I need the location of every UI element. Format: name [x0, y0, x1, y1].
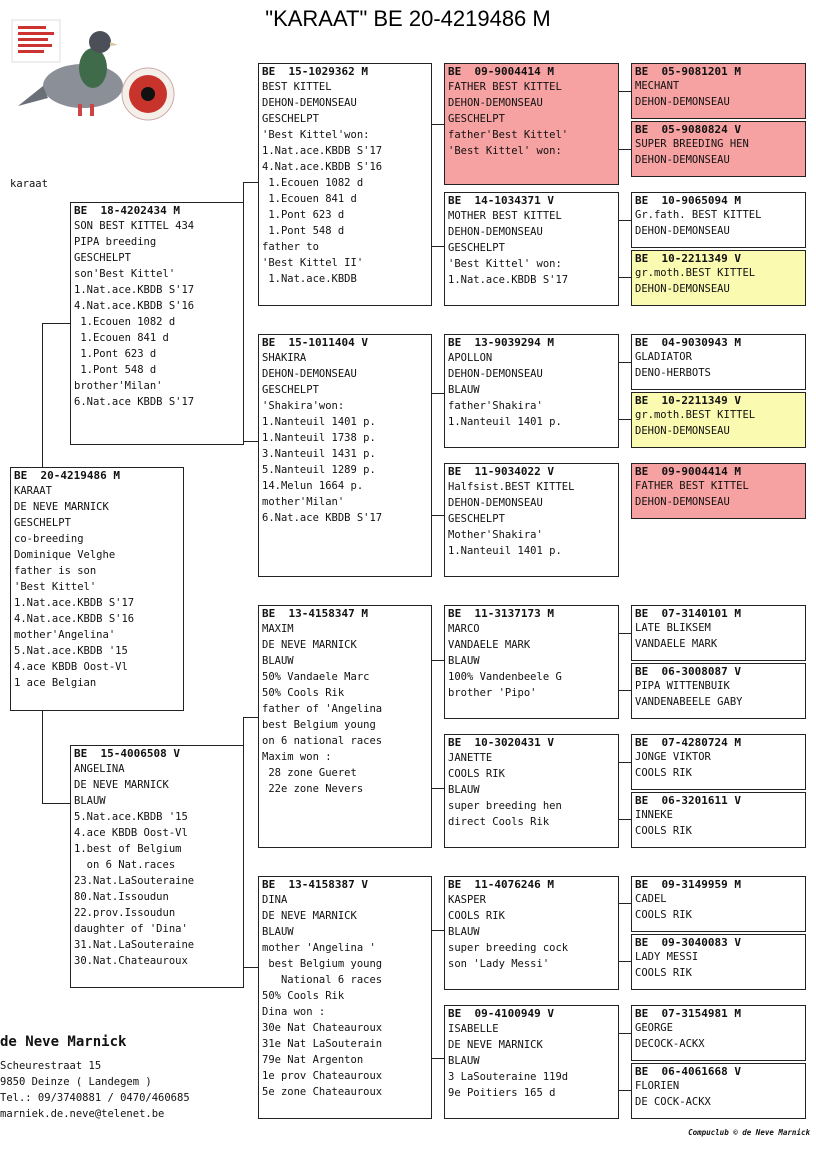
info-line: 50% Vandaele Marc — [262, 671, 370, 683]
info-line: BLAUW — [74, 795, 106, 807]
info-line: MOTHER BEST KITTEL — [448, 210, 562, 222]
info-line: Mother'Shakira' — [448, 529, 543, 541]
info-line: GESCHELPT — [262, 384, 319, 396]
info-line: 1.Nat.ace.KBDB S'17 — [448, 274, 569, 286]
info-line: COOLS RIK — [635, 966, 692, 979]
info-line: MARCO — [448, 623, 480, 635]
info-line: 1.Nanteuil 1401 p. — [448, 545, 562, 557]
info-line: 5.Nat.ace.KBDB '15 — [74, 811, 188, 823]
info-line: DEHON-DEMONSEAU — [448, 226, 543, 238]
info-line: super breeding hen — [448, 800, 562, 812]
info-line: 1.Ecouen 841 d — [74, 332, 169, 344]
info-line: on 6 national races — [262, 735, 383, 747]
info-line: Dina won : — [262, 1006, 326, 1018]
info-line: 28 zone Gueret — [262, 767, 357, 779]
info-line: DE NEVE MARNICK — [448, 1039, 543, 1051]
ring-number: BE 11-4076246 M — [448, 878, 554, 891]
ring-number: BE 15-1011404 V — [262, 336, 368, 349]
ring-number: BE 09-3149959 M — [635, 878, 741, 891]
ring-number: BE 13-9039294 M — [448, 336, 554, 349]
info-line: 4.ace KBDB Oost-Vl — [14, 661, 128, 673]
connector-line — [431, 724, 445, 789]
info-line: 1.Pont 623 d — [74, 348, 157, 360]
info-line: brother 'Pipo' — [448, 687, 537, 699]
pedigree-box-mmf — [444, 876, 619, 990]
info-line: ANGELINA — [74, 763, 125, 775]
info-line: 3 LaSouteraine 119d — [448, 1071, 569, 1083]
info-line: 1.Pont 548 d — [74, 364, 157, 376]
info-line: JONGE VIKTOR — [635, 751, 711, 763]
pedigree-box-g11 — [631, 734, 806, 790]
info-line: direct Cools Rik — [448, 816, 550, 828]
info-line: BLAUW — [448, 1055, 480, 1067]
info-line: father is son — [14, 565, 97, 577]
ring-number: BE 06-3008087 V — [635, 665, 741, 678]
info-line: 'Best Kittel' won: — [448, 145, 562, 157]
pedigree-box-g7 — [631, 463, 806, 519]
info-line: GESCHELPT — [14, 517, 71, 529]
info-line: APOLLON — [448, 352, 493, 364]
info-line: 4.Nat.ace.KBDB S'16 — [262, 161, 383, 173]
info-line: COOLS RIK — [448, 768, 505, 780]
connector-line — [431, 994, 445, 1059]
pedigree-box-mff — [444, 605, 619, 719]
info-line: DE NEVE MARNICK — [262, 910, 357, 922]
info-line: COOLS RIK — [635, 824, 692, 837]
certificate-logo-icon — [12, 20, 60, 62]
info-line: super breeding cock — [448, 942, 569, 954]
info-line: LADY MESSI — [635, 951, 699, 963]
info-line: BLAUW — [262, 655, 294, 667]
info-line: GESCHELPT — [448, 513, 505, 525]
info-line: 'Shakira'won: — [262, 400, 345, 412]
ring-number: BE 15-4006508 V — [74, 747, 180, 760]
info-line: 80.Nat.Issoudun — [74, 891, 169, 903]
info-line: son 'Lady Messi' — [448, 958, 550, 970]
pedigree-box-mf — [258, 605, 432, 848]
info-line: MECHANT — [635, 80, 680, 92]
info-line: GESCHELPT — [448, 113, 505, 125]
info-line: DEHON-DEMONSEAU — [262, 97, 357, 109]
pedigree-box-g14 — [631, 934, 806, 990]
info-line: 1.Ecouen 841 d — [262, 193, 357, 205]
pedigree-box-mm — [258, 876, 432, 1119]
info-line: DEHON-DEMONSEAU — [635, 424, 730, 437]
info-line: GLADIATOR — [635, 351, 692, 363]
pigeon-photo-logo — [8, 16, 183, 128]
connector-line — [618, 903, 632, 962]
info-line: co-breeding — [14, 533, 84, 545]
info-line: best Belgium young — [262, 958, 383, 970]
pedigree-box-g1 — [631, 63, 806, 119]
info-line: Gr.fath. BEST KITTEL — [635, 209, 762, 221]
info-line: FATHER BEST KITTEL — [448, 81, 562, 93]
pedigree-box-g12 — [631, 792, 806, 848]
connector-line — [618, 762, 632, 820]
connector-line — [431, 124, 445, 185]
info-line: 9e Poitiers 165 d — [448, 1087, 556, 1099]
info-line: 1.Nat.ace.KBDB S'17 — [262, 145, 383, 157]
info-line: 1.Ecouen 1082 d — [74, 316, 176, 328]
info-line: COOLS RIK — [635, 766, 692, 779]
connector-line — [431, 660, 445, 725]
ring-number: BE 18-4202434 M — [74, 204, 180, 217]
info-line: COOLS RIK — [448, 910, 505, 922]
info-line: GESCHELPT — [262, 113, 319, 125]
info-line: 1.Nanteuil 1401 p. — [262, 416, 376, 428]
info-line: brother'Milan' — [74, 380, 163, 392]
pedigree-box-g15 — [631, 1005, 806, 1061]
info-line: 'Best Kittel II' — [262, 257, 364, 269]
pedigree-box-subject — [10, 467, 184, 711]
info-line: 1.best of Belgium — [74, 843, 182, 855]
ring-number: BE 10-3020431 V — [448, 736, 554, 749]
info-line: LATE BLIKSEM — [635, 622, 711, 634]
info-line: VANDAELE MARK — [635, 637, 718, 650]
info-line: 1 ace Belgian — [14, 677, 97, 689]
info-line: 30e Nat Chateauroux — [262, 1022, 383, 1034]
info-line: MAXIM — [262, 623, 294, 635]
info-line: father of 'Angelina — [262, 703, 383, 715]
info-line: BLAUW — [448, 784, 480, 796]
info-line: BLAUW — [262, 926, 294, 938]
info-line: DENO-HERBOTS — [635, 366, 711, 379]
info-line: 5e zone Chateauroux — [262, 1086, 383, 1098]
info-line: DE COCK-ACKX — [635, 1095, 711, 1108]
connector-line — [431, 930, 445, 995]
info-line: mother'Milan' — [262, 496, 345, 508]
page-title: "KARAAT" BE 20-4219486 M — [265, 6, 551, 31]
pedigree-box-ffm — [444, 192, 619, 306]
info-line: 22.prov.Issoudun — [74, 907, 176, 919]
info-line: 23.Nat.LaSouteraine — [74, 875, 195, 887]
info-line: DE NEVE MARNICK — [14, 501, 109, 513]
info-line: GEORGE — [635, 1022, 673, 1034]
info-line: BLAUW — [448, 926, 480, 938]
pedigree-box-g2 — [631, 121, 806, 177]
info-line: father'Shakira' — [448, 400, 543, 412]
pigeon-eye-icon — [122, 68, 174, 120]
info-line: father'Best Kittel' — [448, 129, 569, 141]
info-line: PIPA breeding — [74, 236, 157, 248]
info-line: DEHON-DEMONSEAU — [262, 368, 357, 380]
breeder-street: Scheurestraat 15 — [0, 1060, 102, 1072]
info-line: 31e Nat LaSouterain — [262, 1038, 383, 1050]
connector-line — [42, 323, 71, 469]
info-line: COOLS RIK — [635, 908, 692, 921]
info-line: DE NEVE MARNICK — [74, 779, 169, 791]
ring-number: BE 04-9030943 M — [635, 336, 741, 349]
info-line: JANETTE — [448, 752, 493, 764]
pedigree-box-mother — [70, 745, 244, 988]
ring-number: BE 07-4280724 M — [635, 736, 741, 749]
pedigree-box-g10 — [631, 663, 806, 719]
info-line: DECOCK-ACKX — [635, 1037, 705, 1050]
connector-line — [618, 220, 632, 278]
info-line: DE NEVE MARNICK — [262, 639, 357, 651]
info-line: best Belgium young — [262, 719, 376, 731]
ring-number: BE 13-4158347 M — [262, 607, 368, 620]
info-line: 1.Nat.ace.KBDB S'17 — [14, 597, 135, 609]
info-line: BEST KITTEL — [262, 81, 332, 93]
info-line: DEHON-DEMONSEAU — [635, 95, 730, 108]
info-line: on 6 Nat.races — [74, 859, 176, 871]
connector-line — [431, 184, 445, 247]
info-line: Dominique Velghe — [14, 549, 116, 561]
breeder-city: 9850 Deinze ( Landegem ) — [0, 1076, 152, 1088]
connector-line — [618, 91, 632, 150]
ring-number: BE 05-9081201 M — [635, 65, 741, 78]
info-line: Maxim won : — [262, 751, 332, 763]
info-line: FLORIEN — [635, 1080, 680, 1092]
ring-number: BE 11-3137173 M — [448, 607, 554, 620]
pedigree-box-mfm — [444, 734, 619, 848]
info-line: DEHON-DEMONSEAU — [635, 495, 730, 508]
pedigree-box-father — [70, 202, 244, 445]
side-label: karaat — [10, 178, 48, 190]
info-line: BLAUW — [448, 655, 480, 667]
info-line: DINA — [262, 894, 288, 906]
info-line: KARAAT — [14, 485, 52, 497]
info-line: mother'Angelina' — [14, 629, 116, 641]
pedigree-box-g3 — [631, 192, 806, 248]
connector-line — [431, 455, 445, 516]
info-line: VANDAELE MARK — [448, 639, 531, 651]
info-line: 100% Vandenbeele G — [448, 671, 562, 683]
ring-number: BE 06-3201611 V — [635, 794, 741, 807]
info-line: BLAUW — [448, 384, 480, 396]
pedigree-box-fff — [444, 63, 619, 185]
info-line: 'Best Kittel' — [14, 581, 97, 593]
info-line: KASPER — [448, 894, 486, 906]
ring-number: BE 09-3040083 V — [635, 936, 741, 949]
info-line: 1.Nat.ace.KBDB S'17 — [74, 284, 195, 296]
breeder-phone: Tel.: 09/3740881 / 0470/460685 — [0, 1092, 190, 1104]
pedigree-box-ff — [258, 63, 432, 306]
info-line: 4.ace KBDB Oost-Vl — [74, 827, 188, 839]
connector-line — [618, 362, 632, 420]
info-line: 22e zone Nevers — [262, 783, 364, 795]
info-line: 1.Pont 623 d — [262, 209, 345, 221]
info-line: INNEKE — [635, 809, 673, 821]
info-line: 6.Nat.ace KBDB S'17 — [74, 396, 195, 408]
info-line: 1.Pont 548 d — [262, 225, 345, 237]
info-line: SHAKIRA — [262, 352, 307, 364]
info-line: 50% Cools Rik — [262, 687, 345, 699]
info-line: DEHON-DEMONSEAU — [635, 224, 730, 237]
info-line: father to — [262, 241, 319, 253]
info-line: daughter of 'Dina' — [74, 923, 188, 935]
info-line: DEHON-DEMONSEAU — [448, 97, 543, 109]
info-line: 50% Cools Rik — [262, 990, 345, 1002]
pedigree-box-fm — [258, 334, 432, 577]
pedigree-box-mmm — [444, 1005, 619, 1119]
info-line: 5.Nanteuil 1289 p. — [262, 464, 376, 476]
info-line: 1.Nat.ace.KBDB — [262, 273, 357, 285]
info-line: PIPA WITTENBUIK — [635, 680, 730, 692]
info-line: mother 'Angelina ' — [262, 942, 376, 954]
info-line: SON BEST KITTEL 434 — [74, 220, 195, 232]
info-line: VANDENABEELE GABY — [635, 695, 743, 708]
pedigree-box-g13 — [631, 876, 806, 932]
pedigree-box-g16 — [631, 1063, 806, 1119]
pedigree-box-g5 — [631, 334, 806, 390]
info-line: GESCHELPT — [448, 242, 505, 254]
info-line: Halfsist.BEST KITTEL — [448, 481, 575, 493]
ring-number: BE 07-3140101 M — [635, 607, 741, 620]
ring-number: BE 09-9004414 M — [635, 465, 741, 478]
info-line: 1.Nanteuil 1738 p. — [262, 432, 376, 444]
info-line: 31.Nat.LaSouteraine — [74, 939, 195, 951]
info-line: DEHON-DEMONSEAU — [448, 497, 543, 509]
pedigree-box-g4 — [631, 250, 806, 306]
info-line: GESCHELPT — [74, 252, 131, 264]
footer-credit: Compuclub © de Neve Marnick — [688, 1128, 810, 1137]
info-line: gr.moth.BEST KITTEL — [635, 409, 756, 421]
pedigree-box-fmm — [444, 463, 619, 577]
ring-number: BE 10-2211349 V — [635, 394, 741, 407]
info-line: CADEL — [635, 893, 667, 905]
info-line: DEHON-DEMONSEAU — [635, 153, 730, 166]
ring-number: BE 11-9034022 V — [448, 465, 554, 478]
info-line: DEHON-DEMONSEAU — [635, 282, 730, 295]
info-line: 14.Melun 1664 p. — [262, 480, 364, 492]
pedigree-box-fmf — [444, 334, 619, 448]
info-line: gr.moth.BEST KITTEL — [635, 267, 756, 279]
ring-number: BE 07-3154981 M — [635, 1007, 741, 1020]
ring-number: BE 06-4061668 V — [635, 1065, 741, 1078]
connector-line — [618, 1033, 632, 1091]
info-line: FATHER BEST KITTEL — [635, 480, 749, 492]
info-line: 3.Nanteuil 1431 p. — [262, 448, 376, 460]
info-line: DEHON-DEMONSEAU — [448, 368, 543, 380]
info-line: 6.Nat.ace KBDB S'17 — [262, 512, 383, 524]
ring-number: BE 14-1034371 V — [448, 194, 554, 207]
ring-number: BE 09-9004414 M — [448, 65, 554, 78]
info-line: 'Best Kittel'won: — [262, 129, 370, 141]
ring-number: BE 15-1029362 M — [262, 65, 368, 78]
info-line: 1.Nanteuil 1401 p. — [448, 416, 562, 428]
info-line: 5.Nat.ace.KBDB '15 — [14, 645, 128, 657]
info-line: 4.Nat.ace.KBDB S'16 — [74, 300, 195, 312]
ring-number: BE 10-9065094 M — [635, 194, 741, 207]
info-line: 1.Ecouen 1082 d — [262, 177, 364, 189]
info-line: 30.Nat.Chateauroux — [74, 955, 188, 967]
connector-line — [431, 393, 445, 456]
info-line: 79e Nat Argenton — [262, 1054, 364, 1066]
info-line: 4.Nat.ace.KBDB S'16 — [14, 613, 135, 625]
info-line: 'Best Kittel' won: — [448, 258, 562, 270]
info-line: 1e prov Chateauroux — [262, 1070, 383, 1082]
info-line: ISABELLE — [448, 1023, 499, 1035]
pedigree-box-g6 — [631, 392, 806, 448]
ring-number: BE 10-2211349 V — [635, 252, 741, 265]
info-line: National 6 races — [262, 974, 383, 986]
info-line: son'Best Kittel' — [74, 268, 176, 280]
ring-number: BE 05-9080824 V — [635, 123, 741, 136]
breeder-email: marniek.de.neve@telenet.be — [0, 1108, 165, 1120]
connector-line — [42, 711, 71, 804]
breeder-name: de Neve Marnick — [0, 1034, 127, 1050]
ring-number: BE 20-4219486 M — [14, 469, 120, 482]
connector-line — [618, 633, 632, 691]
info-line: SUPER BREEDING HEN — [635, 138, 749, 150]
pedigree-box-g9 — [631, 605, 806, 661]
ring-number: BE 09-4100949 V — [448, 1007, 554, 1020]
ring-number: BE 13-4158387 V — [262, 878, 368, 891]
